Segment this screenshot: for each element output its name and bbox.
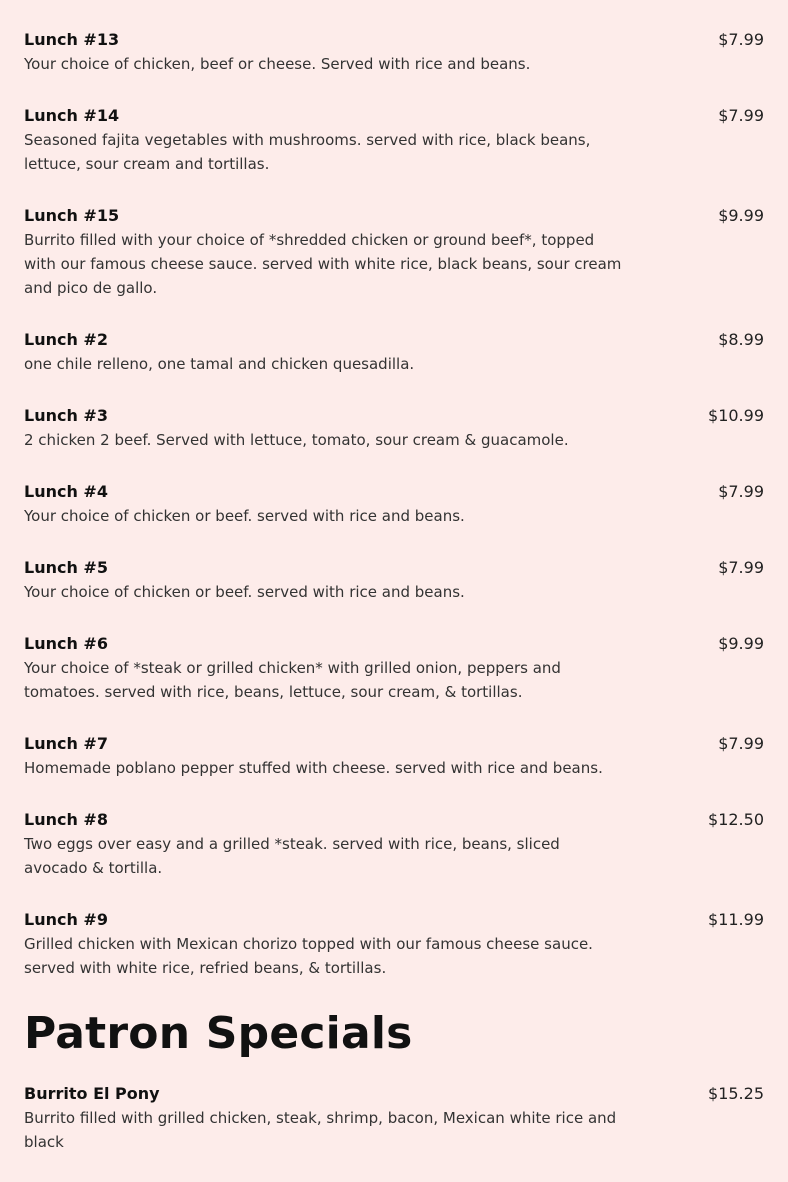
item-name: Lunch #4 — [24, 482, 108, 501]
item-header — [24, 480, 764, 504]
item-name: Lunch #3 — [24, 406, 108, 425]
item-description: Burrito filled with grilled chicken, steak, shrimp, bacon, Mexican white rice and black — [24, 1109, 617, 1151]
item-price: $7.99 — [718, 482, 764, 501]
item-header — [24, 556, 764, 580]
item-price: $11.99 — [708, 910, 764, 929]
item-name: Lunch #13 — [24, 30, 120, 49]
item-header — [24, 808, 764, 832]
item-description: Two eggs over easy and a grilled *steak. served with rice, beans, sliced avocado & tortilla. — [24, 835, 560, 877]
menu-list — [24, 28, 764, 1182]
item-description: Homemade poblano pepper stuffed with cheese. served with rice and beans. — [24, 759, 603, 777]
item-name: Burrito El Pony — [24, 1084, 160, 1103]
item-header — [24, 908, 764, 932]
menu-item-lunch-3[interactable] — [24, 404, 764, 452]
item-name: Lunch #2 — [24, 330, 108, 349]
item-name: Lunch #6 — [24, 634, 108, 653]
menu-item-lunch-8[interactable] — [24, 808, 764, 880]
item-header — [24, 328, 764, 352]
item-name: Lunch #5 — [24, 558, 108, 577]
menu-item-lunch-7[interactable] — [24, 732, 764, 780]
menu-item-burrito-el-pony[interactable] — [24, 1082, 764, 1154]
item-price: $7.99 — [718, 106, 764, 125]
item-description: Your choice of chicken, beef or cheese. Served with rice and beans. — [24, 55, 531, 73]
item-name: Lunch #9 — [24, 910, 108, 929]
item-header — [24, 28, 764, 52]
menu-item-lunch-5[interactable] — [24, 556, 764, 604]
item-header — [24, 204, 764, 228]
item-header — [24, 1082, 764, 1106]
item-price: $7.99 — [718, 558, 764, 577]
item-header — [24, 404, 764, 428]
item-description: Your choice of chicken or beef. served with rice and beans. — [24, 507, 465, 525]
item-price: $9.99 — [718, 634, 764, 653]
item-description: Your choice of *steak or grilled chicken* with grilled onion, peppers and tomatoes. served with rice, beans, lettuce, sour cream, & tortillas. — [24, 659, 561, 701]
item-description: 2 chicken 2 beef. Served with lettuce, tomato, sour cream & guacamole. — [24, 431, 569, 449]
item-header — [24, 732, 764, 756]
item-description: Your choice of chicken or beef. served with rice and beans. — [24, 583, 465, 601]
item-header — [24, 104, 764, 128]
item-description: one chile relleno, one tamal and chicken quesadilla. — [24, 355, 415, 373]
menu-item-lunch-9[interactable] — [24, 908, 764, 980]
item-price: $7.99 — [718, 734, 764, 753]
item-price: $15.25 — [708, 1084, 764, 1103]
item-price: $8.99 — [718, 330, 764, 349]
item-description: Seasoned fajita vegetables with mushrooms. served with rice, black beans, lettuce, sour cream and tortillas. — [24, 131, 591, 173]
item-description: Grilled chicken with Mexican chorizo topped with our famous cheese sauce. served with white rice, refried beans, & tortillas. — [24, 935, 593, 977]
menu-item-lunch-6[interactable] — [24, 632, 764, 704]
menu-item-lunch-13[interactable] — [24, 28, 764, 76]
menu-item-lunch-15[interactable] — [24, 204, 764, 300]
item-price: $7.99 — [718, 30, 764, 49]
section-title-patron-specials: Patron Specials — [24, 1008, 413, 1059]
item-price: $9.99 — [718, 206, 764, 225]
menu-item-lunch-4[interactable] — [24, 480, 764, 528]
item-price: $10.99 — [708, 406, 764, 425]
item-name: Lunch #8 — [24, 810, 108, 829]
item-name: Lunch #15 — [24, 206, 120, 225]
item-header — [24, 632, 764, 656]
item-name: Lunch #14 — [24, 106, 120, 125]
menu-item-lunch-14[interactable] — [24, 104, 764, 176]
item-price: $12.50 — [708, 810, 764, 829]
item-name: Lunch #7 — [24, 734, 108, 753]
menu-item-lunch-2[interactable] — [24, 328, 764, 376]
item-description: Burrito filled with your choice of *shredded chicken or ground beef*, topped with our famous cheese sauce. served with white rice, black beans, sour cream and pico de gallo. — [24, 231, 622, 297]
